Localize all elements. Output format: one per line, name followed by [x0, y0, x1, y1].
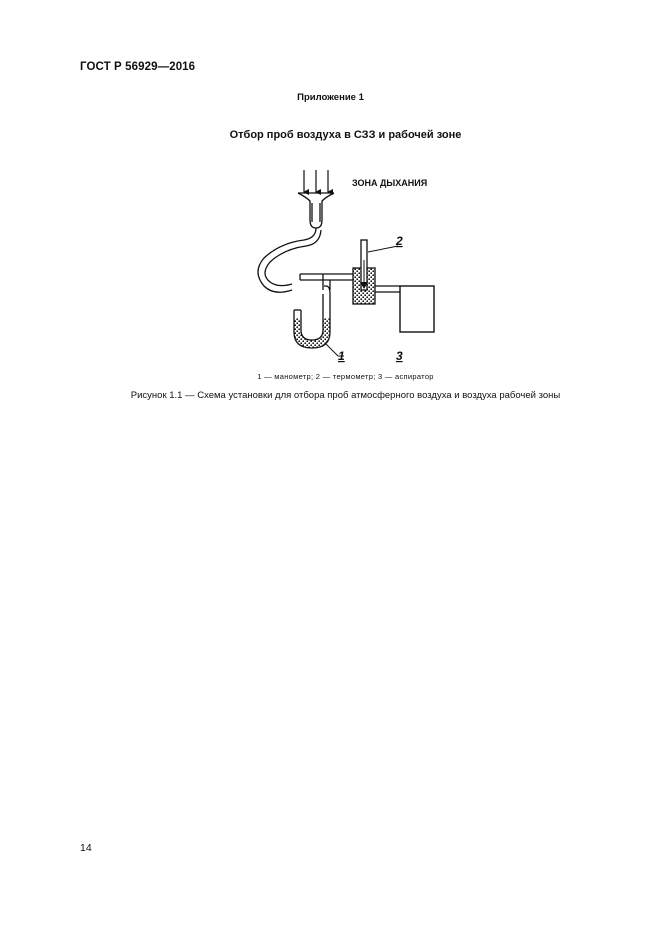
figure-legend: 1 — манометр; 2 — термометр; 3 — аспиратор	[257, 372, 434, 381]
intake-funnel	[298, 193, 334, 228]
aspirator-box	[400, 286, 434, 332]
air-flow-arrows	[304, 170, 328, 192]
sampling-setup-diagram	[240, 170, 460, 370]
marker-1-label: 1	[338, 349, 345, 363]
marker-3-label: 3	[396, 349, 403, 363]
document-code: ГОСТ Р 56929—2016	[80, 61, 196, 73]
manometer-liquid	[294, 318, 330, 348]
figure-caption: Рисунок 1.1 — Схема установки для отбора проб атмосферного воздуха и воздуха рабочей зоны	[130, 390, 561, 401]
page-number: 14	[80, 842, 92, 854]
appendix-title: Приложение 1	[297, 92, 364, 103]
tube-connections	[300, 274, 400, 292]
breathing-zone-label: ЗОНА ДЫХАНИЯ	[352, 178, 428, 188]
tube-curve	[258, 228, 321, 292]
marker-2-label: 2	[396, 234, 403, 248]
section-title: Отбор проб воздуха в СЗЗ и рабочей зоне	[229, 129, 462, 141]
